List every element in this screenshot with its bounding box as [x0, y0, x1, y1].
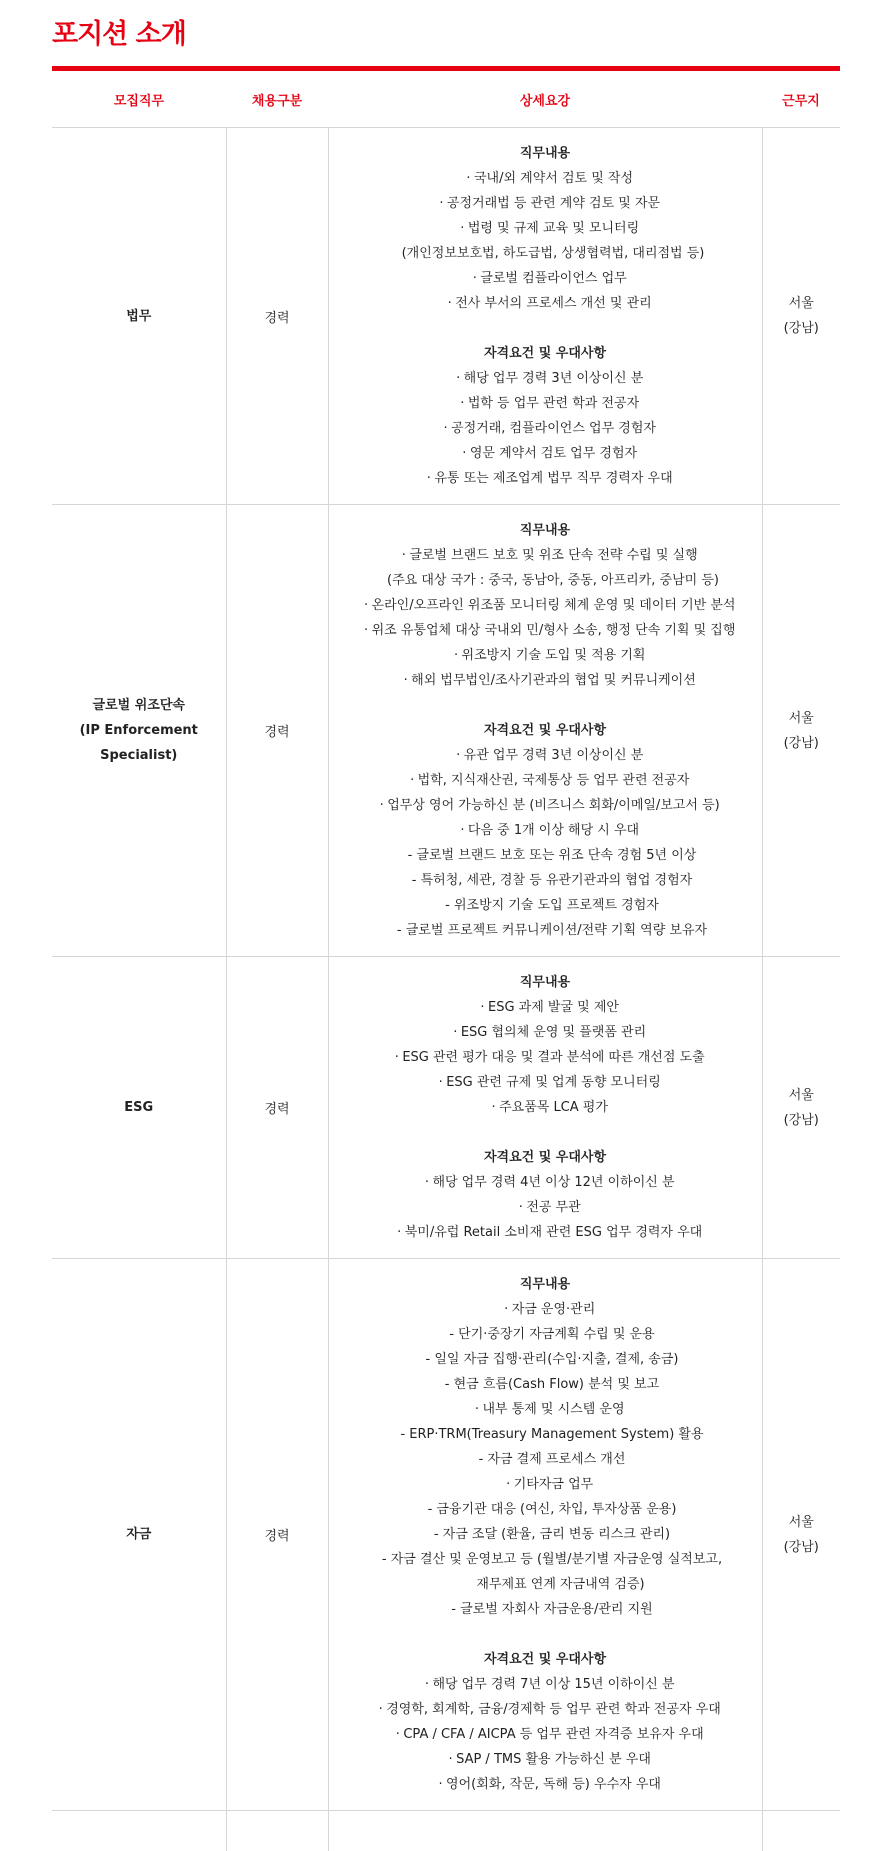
job-title-line: 법무 — [52, 304, 226, 329]
bullet-item — [339, 1672, 752, 1697]
bullet-icon: · — [453, 743, 464, 768]
sub-item: - 자금 조달 (환율, 금리 변동 리스크 관리) — [339, 1522, 752, 1547]
bullet-icon: · — [453, 366, 464, 391]
bullet-icon: · — [471, 1397, 482, 1422]
section-spacer — [339, 1622, 752, 1647]
section-heading: 직무내용 — [339, 970, 752, 995]
bullet-icon: · — [444, 291, 455, 316]
bullet-icon: · — [450, 1020, 461, 1045]
bullet-text: 전사 부서의 프로세스 개선 및 관리 — [455, 296, 651, 311]
empty-cell — [226, 1811, 328, 1851]
sub-item: - ERP·TRM(Treasury Management System) 활용 — [339, 1422, 752, 1447]
bullet-text: 업무상 영어 가능하신 분 (비즈니스 회화/이메일/보고서 등) — [387, 798, 720, 813]
bullet-item — [339, 1045, 752, 1070]
bullet-text: 법령 및 규제 교육 및 모니터링 — [468, 221, 639, 236]
bullet-item — [339, 668, 752, 693]
bullet-text: 자금 운영·관리 — [512, 1302, 596, 1317]
bullet-icon: · — [361, 618, 372, 643]
employment-type-cell: 경력 — [226, 505, 328, 957]
employment-type-cell: 경력 — [226, 957, 328, 1259]
bullet-text: 글로벌 브랜드 보호 및 위조 단속 전략 수립 및 실행 — [409, 548, 697, 563]
sub-item: - 특허청, 세관, 경찰 등 유관기관과의 협업 경험자 — [339, 868, 752, 893]
job-title-cell — [52, 957, 226, 1259]
location-line: (강남) — [763, 1108, 841, 1133]
bullet-icon: · — [398, 543, 409, 568]
location-cell — [762, 1259, 840, 1811]
bullet-continuation: (개인정보보호법, 하도급법, 상생협력법, 대리점법 등) — [339, 241, 752, 266]
bullet-item — [339, 191, 752, 216]
bullet-text: ESG 관련 규제 및 업계 동향 모니터링 — [446, 1075, 661, 1090]
table-row — [52, 957, 840, 1259]
sub-item: - 금융기관 대응 (여신, 차입, 투자상품 운용) — [339, 1497, 752, 1522]
bullet-item — [339, 1697, 752, 1722]
bullet-text: 전공 무관 — [526, 1200, 580, 1215]
bullet-item — [339, 1722, 752, 1747]
positions-table — [52, 71, 840, 1851]
bullet-item — [339, 416, 752, 441]
bullet-text: ESG 협의체 운영 및 플랫폼 관리 — [461, 1025, 646, 1040]
job-detail-cell — [328, 128, 762, 505]
bullet-item — [339, 743, 752, 768]
location-line: (강남) — [763, 1535, 841, 1560]
bullet-text: 위조방지 기술 도입 및 적용 기획 — [462, 648, 646, 663]
empty-cell — [762, 1811, 840, 1851]
bullet-item — [339, 166, 752, 191]
bullet-text: ESG 과제 발굴 및 제안 — [488, 1000, 619, 1015]
empty-cell — [52, 1811, 226, 1851]
sub-item-continuation: 재무제표 연계 자금내역 검증) — [339, 1572, 752, 1597]
sub-item: - 글로벌 자회사 자금운용/관리 지원 — [339, 1597, 752, 1622]
bullet-item — [339, 291, 752, 316]
bullet-text: 위조 유통업체 대상 국내외 민/형사 소송, 행정 단속 기획 및 집행 — [372, 623, 736, 638]
bullet-text: 온라인/오프라인 위조품 모니터링 체계 운영 및 데이터 기반 분석 — [372, 598, 736, 613]
bullet-icon: · — [435, 1070, 446, 1095]
location-line: 서울 — [763, 1083, 841, 1108]
bullet-item — [339, 995, 752, 1020]
bullet-item — [339, 768, 752, 793]
bullet-icon: · — [421, 1170, 432, 1195]
section-spacer — [339, 1120, 752, 1145]
bullet-icon: · — [488, 1095, 499, 1120]
section-spacer — [339, 693, 752, 718]
sub-item: - 자금 결산 및 운영보고 등 (월별/분기별 자금운영 실적보고, — [339, 1547, 752, 1572]
bullet-icon: · — [376, 793, 387, 818]
table-header-row — [52, 71, 840, 128]
page-title: 포지션 소개 — [52, 14, 186, 56]
empty-cell — [328, 1811, 762, 1851]
table-row-partial — [52, 1811, 840, 1851]
bullet-icon: · — [457, 216, 468, 241]
bullet-text: 해당 업무 경력 7년 이상 15년 이하이신 분 — [432, 1677, 674, 1692]
bullet-icon: · — [459, 441, 470, 466]
bullet-item — [339, 1772, 752, 1797]
location-line: (강남) — [763, 316, 841, 341]
bullet-item — [339, 1170, 752, 1195]
bullet-item — [339, 593, 752, 618]
section-heading: 자격요건 및 우대사항 — [339, 1145, 752, 1170]
section-spacer — [339, 316, 752, 341]
job-title-cell — [52, 1259, 226, 1811]
sub-item: - 글로벌 프로젝트 커뮤니케이션/전략 기획 역량 보유자 — [339, 918, 752, 943]
bullet-icon: · — [445, 1747, 456, 1772]
sub-item: - 단기·중장기 자금계획 수립 및 운용 — [339, 1322, 752, 1347]
section-heading: 자격요건 및 우대사항 — [339, 718, 752, 743]
bullet-item — [339, 1747, 752, 1772]
bullet-item — [339, 266, 752, 291]
table-row — [52, 1259, 840, 1811]
bullet-icon: · — [400, 668, 411, 693]
bullet-item — [339, 1095, 752, 1120]
bullet-item — [339, 818, 752, 843]
table-body — [52, 128, 840, 1851]
bullet-icon: · — [435, 1772, 446, 1797]
bullet-icon: · — [392, 1722, 403, 1747]
bullet-text: 법학 등 업무 관련 학과 전공자 — [468, 396, 639, 411]
table-row — [52, 505, 840, 957]
bullet-icon: · — [391, 1045, 402, 1070]
employment-type-cell: 경력 — [226, 1259, 328, 1811]
header-type: 채용구분 — [226, 71, 328, 128]
sub-item: - 현금 흐름(Cash Flow) 분석 및 보고 — [339, 1372, 752, 1397]
bullet-text: 주요품목 LCA 평가 — [499, 1100, 608, 1115]
bullet-item — [339, 366, 752, 391]
job-title-line: (IP Enforcement — [52, 718, 226, 743]
location-line: 서울 — [763, 1510, 841, 1535]
job-title-cell — [52, 505, 226, 957]
section-heading: 직무내용 — [339, 141, 752, 166]
location-line: (강남) — [763, 731, 841, 756]
bullet-icon: · — [501, 1297, 512, 1322]
bullet-text: 공정거래법 등 관련 계약 검토 및 자문 — [447, 196, 660, 211]
bullet-text: 내부 통제 및 시스템 운영 — [482, 1402, 624, 1417]
bullet-text: 국내/외 계약서 검토 및 작성 — [474, 171, 633, 186]
location-cell — [762, 957, 840, 1259]
bullet-text: 유관 업무 경력 3년 이상이신 분 — [464, 748, 644, 763]
bullet-item — [339, 216, 752, 241]
employment-type-cell: 경력 — [226, 128, 328, 505]
bullet-item — [339, 643, 752, 668]
bullet-item — [339, 1220, 752, 1245]
bullet-item — [339, 1297, 752, 1322]
header-location: 근무지 — [762, 71, 840, 128]
location-line: 서울 — [763, 291, 841, 316]
bullet-icon: · — [477, 995, 488, 1020]
bullet-text: 유통 또는 제조업계 법무 직무 경력자 우대 — [434, 471, 672, 486]
sub-item: - 위조방지 기술 도입 프로젝트 경험자 — [339, 893, 752, 918]
bullet-item — [339, 466, 752, 491]
bullet-icon: · — [421, 1672, 432, 1697]
job-detail-cell — [328, 957, 762, 1259]
bullet-item — [339, 618, 752, 643]
bullet-text: 북미/유럽 Retail 소비재 관련 ESG 업무 경력자 우대 — [405, 1225, 703, 1240]
bullet-item — [339, 543, 752, 568]
bullet-text: 해외 법무법인/조사기관과의 협업 및 커뮤니케이션 — [411, 673, 696, 688]
sub-item: - 일일 자금 집행·관리(수입·지출, 결제, 송금) — [339, 1347, 752, 1372]
bullet-text: 기타자금 업무 — [514, 1477, 593, 1492]
section-heading: 직무내용 — [339, 1272, 752, 1297]
bullet-text: CPA / CFA / AICPA 등 업무 관련 자격증 보유자 우대 — [403, 1727, 703, 1742]
bullet-icon: · — [469, 266, 480, 291]
bullet-icon: · — [407, 768, 418, 793]
job-title-line: Specialist) — [52, 743, 226, 768]
location-line: 서울 — [763, 706, 841, 731]
job-title-cell — [52, 128, 226, 505]
bullet-icon: · — [394, 1220, 405, 1245]
bullet-item — [339, 1397, 752, 1422]
bullet-item — [339, 1020, 752, 1045]
table-row — [52, 128, 840, 505]
bullet-item — [339, 1070, 752, 1095]
sub-item: - 글로벌 브랜드 보호 또는 위조 단속 경험 5년 이상 — [339, 843, 752, 868]
bullet-text: 글로벌 컴플라이언스 업무 — [480, 271, 626, 286]
bullet-text: 다음 중 1개 이상 해당 시 우대 — [468, 823, 639, 838]
bullet-icon: · — [457, 818, 468, 843]
bullet-item — [339, 1472, 752, 1497]
section-heading: 직무내용 — [339, 518, 752, 543]
sub-item: - 자금 결제 프로세스 개선 — [339, 1447, 752, 1472]
bullet-item — [339, 793, 752, 818]
bullet-icon: · — [451, 643, 462, 668]
bullet-icon: · — [463, 166, 474, 191]
bullet-text: 공정거래, 컴플라이언스 업무 경험자 — [451, 421, 656, 436]
bullet-text: 영어(회화, 작문, 독해 등) 우수자 우대 — [446, 1777, 661, 1792]
bullet-item — [339, 391, 752, 416]
bullet-icon: · — [457, 391, 468, 416]
section-heading: 자격요건 및 우대사항 — [339, 1647, 752, 1672]
bullet-item — [339, 1195, 752, 1220]
bullet-icon: · — [515, 1195, 526, 1220]
bullet-text: ESG 관련 평가 대응 및 결과 분석에 따른 개선점 도출 — [402, 1050, 704, 1065]
job-title-line: ESG — [52, 1095, 226, 1120]
bullet-text: 법학, 지식재산권, 국제통상 등 업무 관련 전공자 — [418, 773, 690, 788]
job-title-line: 글로벌 위조단속 — [52, 693, 226, 718]
bullet-text: 해당 업무 경력 3년 이상이신 분 — [464, 371, 644, 386]
bullet-text: 영문 계약서 검토 업무 경험자 — [470, 446, 637, 461]
bullet-text: 해당 업무 경력 4년 이상 12년 이하이신 분 — [432, 1175, 674, 1190]
section-heading: 자격요건 및 우대사항 — [339, 341, 752, 366]
bullet-continuation: (주요 대상 국가 : 중국, 동남아, 중동, 아프리카, 중남미 등) — [339, 568, 752, 593]
bullet-icon: · — [361, 593, 372, 618]
bullet-icon: · — [436, 191, 447, 216]
location-cell — [762, 128, 840, 505]
bullet-text: SAP / TMS 활용 가능하신 분 우대 — [456, 1752, 651, 1767]
bullet-text: 경영학, 회계학, 금융/경제학 등 업무 관련 학과 전공자 우대 — [386, 1702, 721, 1717]
header-detail: 상세요강 — [328, 71, 762, 128]
header-job: 모집직무 — [52, 71, 226, 128]
bullet-icon: · — [423, 466, 434, 491]
job-detail-cell — [328, 1259, 762, 1811]
bullet-icon: · — [375, 1697, 386, 1722]
job-title-line: 자금 — [52, 1522, 226, 1547]
bullet-item — [339, 441, 752, 466]
location-cell — [762, 505, 840, 957]
bullet-icon: · — [503, 1472, 514, 1497]
bullet-icon: · — [440, 416, 451, 441]
job-detail-cell — [328, 505, 762, 957]
